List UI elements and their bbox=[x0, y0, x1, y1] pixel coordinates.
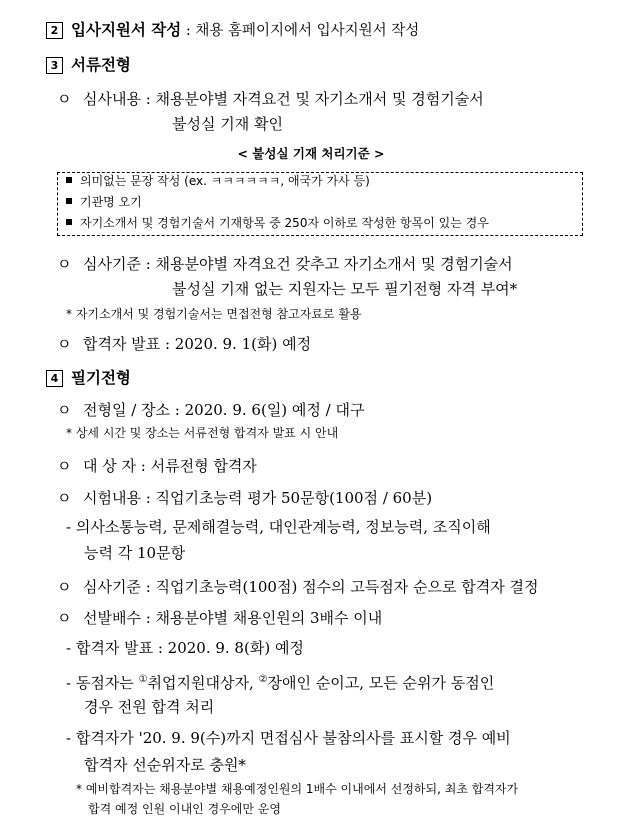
written-announce: - 합격자 발표 : 2020. 9. 8(화) 예정 bbox=[66, 639, 304, 657]
review-standard-line-2: 불성실 기재 없는 지원자는 모두 필기전형 자격 부여* bbox=[172, 280, 518, 298]
circle-bullet: ㅇ bbox=[57, 489, 72, 507]
square-bullet-icon bbox=[66, 219, 72, 225]
review-standard-note: * 자기소개서 및 경험기술서는 면접전형 참고자료로 활용 bbox=[66, 307, 362, 321]
exam-detail-line-1: - 의사소통능력, 문제해결능력, 대인관계능력, 정보능력, 조직이해 bbox=[66, 518, 491, 536]
criteria-title: < 불성실 기재 처리기준 > bbox=[237, 146, 385, 161]
exam-detail-line-2: 능력 각 10문항 bbox=[84, 544, 186, 562]
circle-bullet: ㅇ bbox=[57, 609, 72, 627]
circle-bullet: ㅇ bbox=[57, 457, 72, 475]
exam-standard: ㅇ 심사기준 : 직업기초능력(100점) 점수의 고득점자 순으로 합격자 결정 bbox=[57, 578, 539, 596]
circle-bullet: ㅇ bbox=[57, 335, 72, 353]
doc-announce: ㅇ 합격자 발표 : 2020. 9. 1(화) 예정 bbox=[57, 335, 312, 353]
reserve-rule-line-1: - 합격자가 '20. 9. 9(수)까지 면접심사 불참의사를 표시할 경우 예비 bbox=[66, 729, 511, 747]
circle-bullet: ㅇ bbox=[57, 90, 72, 108]
exam-date-place: ㅇ 전형일 / 장소 : 2020. 9. 6(일) 예정 / 대구 bbox=[57, 401, 365, 419]
review-content-line-1: ㅇ 심사내용 : 채용분야별 자격요건 및 자기소개서 및 경험기술서 bbox=[57, 90, 484, 108]
review-content-line-2: 불성실 기재 확인 bbox=[172, 115, 283, 133]
review-standard-line-1: ㅇ 심사기준 : 채용분야별 자격요건 갖추고 자기소개서 및 경험기술서 bbox=[57, 255, 513, 273]
circle-bullet: ㅇ bbox=[57, 255, 72, 273]
criteria-item: 의미없는 문장 작성 (ex. ㅋㅋㅋㅋㅋㅋ, 애국가 가사 등) bbox=[66, 173, 370, 189]
section-2-heading bbox=[46, 20, 419, 41]
criteria-item: 기관명 오기 bbox=[66, 194, 142, 210]
section-number: 3 bbox=[46, 57, 63, 74]
square-bullet-icon bbox=[66, 198, 72, 204]
section-title: 입사지원서 작성 bbox=[71, 20, 182, 39]
criteria-item: 자기소개서 및 경험기술서 기재항목 중 250자 이하로 작성한 항목이 있는 경우 bbox=[66, 215, 489, 231]
reserve-note-line-1: * 예비합격자는 채용분야별 채용예정인원의 1배수 이내에서 선정하되, 최초 합격자가 bbox=[76, 782, 519, 796]
exam-target: ㅇ 대 상 자 : 서류전형 합격자 bbox=[57, 457, 257, 475]
reserve-note-line-2: 합격 예정 인원 이내인 경우에만 운영 bbox=[88, 802, 281, 816]
tie-rule-line-2: 경우 전원 합격 처리 bbox=[84, 698, 215, 716]
selection-multiple: ㅇ 선발배수 : 채용분야별 채용인원의 3배수 이내 bbox=[57, 609, 383, 627]
exam-content: ㅇ 시험내용 : 직업기초능력 평가 50문항(100점 / 60분) bbox=[57, 489, 433, 507]
section-number: 4 bbox=[46, 370, 63, 387]
section-4-heading bbox=[46, 368, 131, 388]
reserve-rule-line-2: 합격자 선순위자로 충원* bbox=[84, 756, 246, 774]
section-title: 필기전형 bbox=[71, 368, 131, 387]
tie-rule-line-1: - 동점자는 ①취업지원대상자, ②장애인 순이고, 모든 순위가 동점인 bbox=[66, 674, 495, 692]
exam-date-note: * 상세 시간 및 장소는 서류전형 합격자 발표 시 안내 bbox=[66, 426, 339, 440]
section-desc: : 채용 홈페이지에서 입사지원서 작성 bbox=[181, 23, 420, 39]
section-number: 2 bbox=[46, 22, 63, 39]
circle-bullet: ㅇ bbox=[57, 578, 72, 596]
circle-bullet: ㅇ bbox=[57, 401, 72, 419]
square-bullet-icon bbox=[66, 177, 72, 183]
section-title: 서류전형 bbox=[71, 55, 131, 74]
section-3-heading bbox=[46, 55, 131, 75]
